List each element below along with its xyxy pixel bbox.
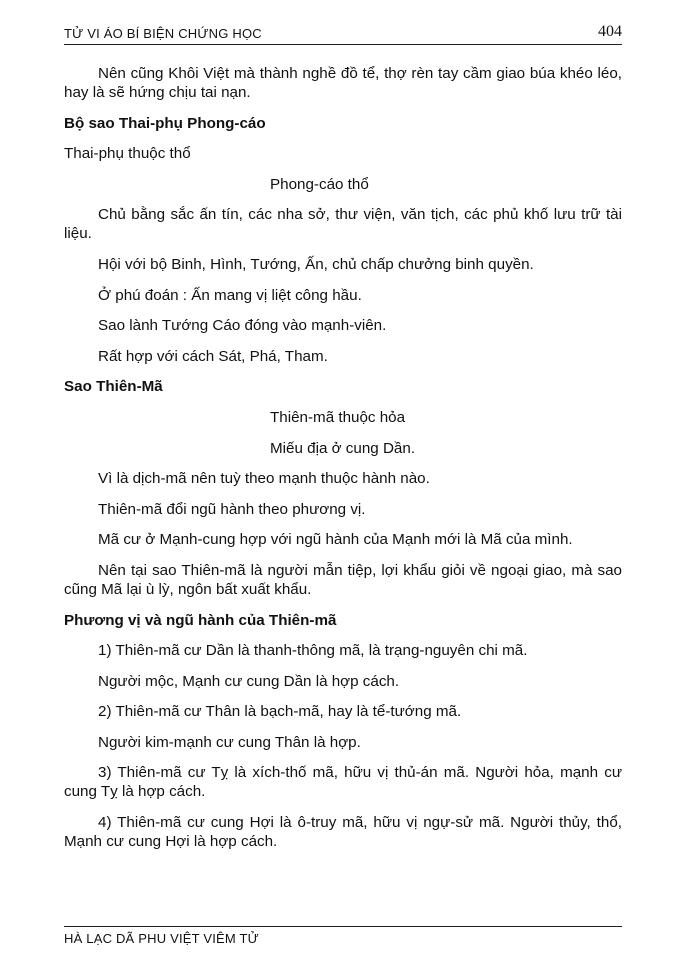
paragraph: Rất hợp với cách Sát, Phá, Tham.	[98, 347, 328, 365]
page-footer	[64, 926, 622, 946]
paragraph: Người kim-mạnh cư cung Thân là hợp.	[98, 733, 361, 751]
paragraph: Hội với bộ Binh, Hình, Tướng, Ấn, chủ chấp chưởng binh quyền.	[98, 255, 534, 273]
paragraph: Thai-phụ thuộc thổ	[64, 145, 191, 163]
paragraph: Nên cũng Khôi Việt mà thành nghề đồ tể, thợ rèn tay cầm giao búa khéo léo, hay là sẽ hứng chịu tai nạn.	[64, 65, 622, 101]
paragraph: Thiên-mã đổi ngũ hành theo phương vị.	[98, 500, 366, 518]
paragraph: Chủ bằng sắc ấn tín, các nha sở, thư viện, văn tịch, các phủ khố lưu trữ tài liệu.	[64, 206, 622, 243]
paragraph: 3) Thiên-mã cư Tỵ là xích-thố mã, hữu vị thủ-án mã. Người hỏa, mạnh cư cung Tỵ là hợp cách.	[64, 764, 622, 801]
page-body	[64, 64, 622, 863]
paragraph: 1) Thiên-mã cư Dần là thanh-thông mã, là trạng-nguyên chi mã.	[98, 642, 528, 660]
paragraph-centered: Miếu địa ở cung Dần.	[270, 439, 416, 457]
paragraph: Sao lành Tướng Cáo đóng vào mạnh-viên.	[98, 317, 387, 335]
paragraph-centered: Thiên-mã thuộc hỏa	[270, 408, 406, 426]
footer-author: HÀ LẠC DÃ PHU VIỆT VIÊM TỬ	[64, 931, 259, 946]
section-heading-phuong-vi: Phương vị và ngũ hành của Thiên-mã	[64, 611, 337, 629]
running-title: TỬ VI ÁO BÍ BIỆN CHỨNG HỌC	[64, 26, 262, 41]
paragraph: Mã cư ở Mạnh-cung hợp với ngũ hành của Mạnh mới là Mã của mình.	[98, 531, 573, 549]
paragraph: 4) Thiên-mã cư cung Hợi là ô-truy mã, hữu vị ngự-sử mã. Người thủy, thổ, Mạnh cư cung Hợi là hợp cách.	[64, 814, 622, 851]
paragraph: Người mộc, Mạnh cư cung Dần là hợp cách.	[98, 672, 400, 690]
paragraph: 2) Thiên-mã cư Thân là bạch-mã, hay là tể-tướng mã.	[98, 703, 462, 721]
paragraph: Nên tại sao Thiên-mã là người mẫn tiệp, lợi khẩu giỏi về ngoại giao, mà sao cũng Mã lại ù lỳ, ngôn bất xuất khẩu.	[64, 561, 622, 598]
paragraph: Vì là dịch-mã nên tuỳ theo mạnh thuộc hành nào.	[98, 470, 430, 488]
paragraph-centered: Phong-cáo thổ	[270, 175, 369, 193]
page-number: 404	[598, 23, 622, 40]
section-heading-thien-ma: Sao Thiên-Mã	[64, 378, 163, 396]
section-heading-thai-phu-phong-cao: Bộ sao Thai-phụ Phong-cáo	[64, 114, 266, 132]
paragraph: Ở phú đoán : Ấn mang vị liệt công hầu.	[98, 286, 362, 304]
page-header	[64, 22, 622, 45]
